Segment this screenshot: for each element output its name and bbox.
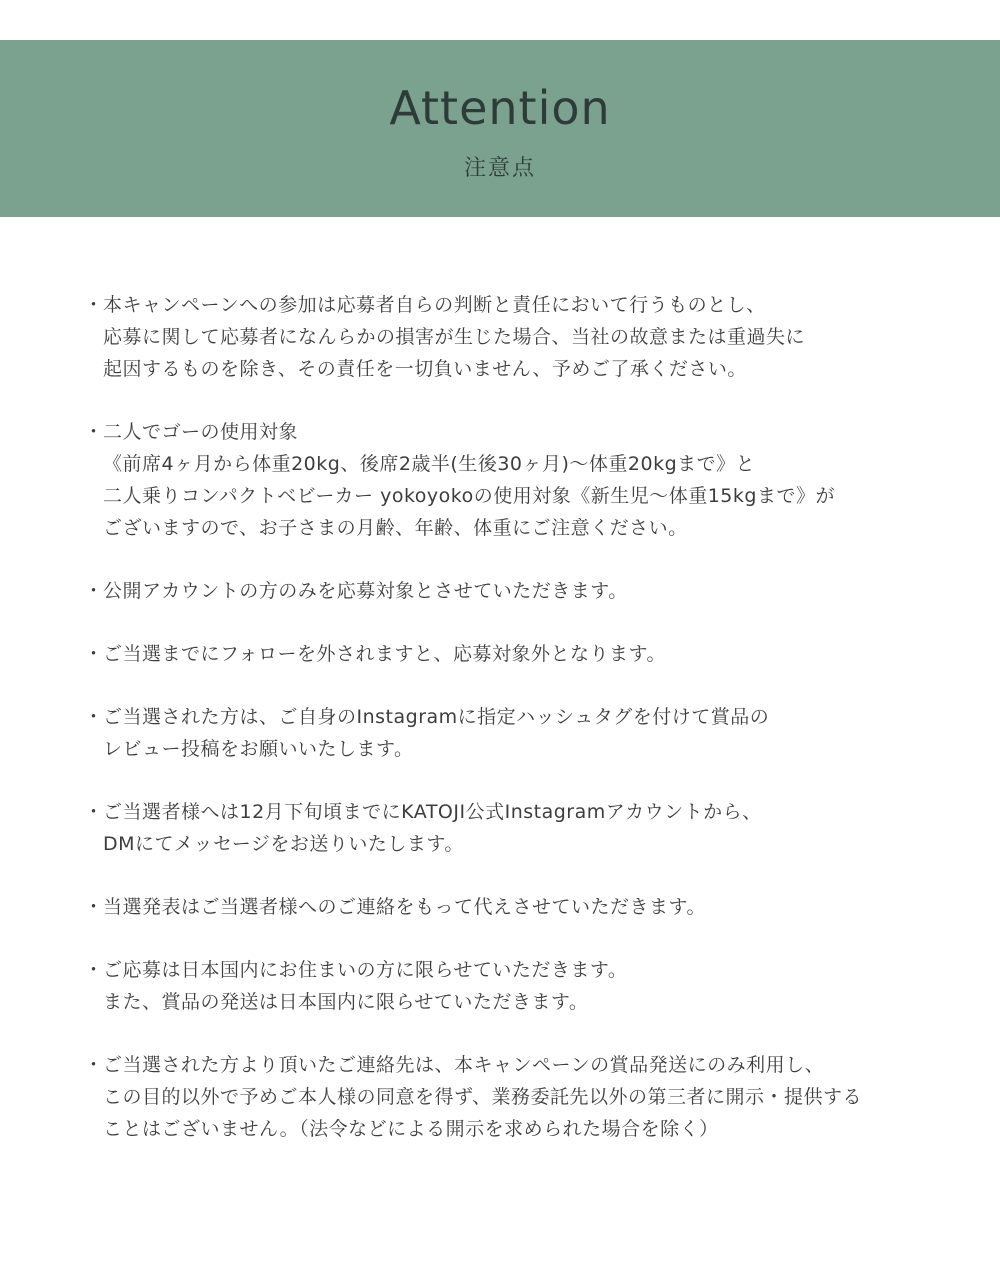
note-line: ご当選者様へは12月下旬頃までにKATOJI公式Instagramアカウントから、 bbox=[103, 801, 762, 823]
note-item bbox=[84, 891, 964, 923]
bullet-marker: ・ bbox=[84, 801, 104, 823]
note-line: 当選発表はご当選者様へのご連絡をもって代えさせていただきます。 bbox=[103, 896, 706, 918]
bullet-marker: ・ bbox=[84, 294, 104, 316]
note-item bbox=[84, 575, 964, 607]
note-item bbox=[84, 289, 964, 385]
note-line: 二人でゴーの使用対象 bbox=[103, 421, 299, 443]
note-line: 《前席4ヶ月から体重20kg、後席2歳半(生後30ヶ月)〜体重20kgまで》と bbox=[103, 453, 756, 475]
bullet-marker: ・ bbox=[84, 896, 104, 918]
note-item bbox=[84, 701, 964, 765]
bullet-marker: ・ bbox=[84, 706, 104, 728]
page-title: Attention bbox=[389, 81, 611, 135]
note-item bbox=[84, 954, 964, 1018]
note-item bbox=[84, 416, 964, 544]
bullet-marker: ・ bbox=[84, 643, 104, 665]
note-line: ご当選までにフォローを外されますと、応募対象外となります。 bbox=[103, 643, 667, 665]
note-line: ご当選された方より頂いたご連絡先は、本キャンペーンの賞品発送にのみ利用し、 bbox=[103, 1054, 825, 1076]
note-line: DMにてメッセージをお送りいたします。 bbox=[103, 833, 464, 855]
bullet-marker: ・ bbox=[84, 580, 104, 602]
bullet-marker: ・ bbox=[84, 959, 104, 981]
attention-header bbox=[0, 40, 1000, 217]
note-item bbox=[84, 1049, 964, 1145]
note-line: ご応募は日本国内にお住まいの方に限らせていただきます。 bbox=[103, 959, 628, 981]
note-line: 応募に関して応募者になんらかの損害が生じた場合、当社の故意または重過失に bbox=[103, 326, 806, 348]
note-line: また、賞品の発送は日本国内に限らせていただきます。 bbox=[103, 991, 589, 1013]
note-item bbox=[84, 638, 964, 670]
note-item bbox=[84, 796, 964, 860]
page-subtitle: 注意点 bbox=[463, 156, 536, 181]
notes-list bbox=[84, 289, 964, 1176]
note-line: レビュー投稿をお願いいたします。 bbox=[103, 738, 414, 760]
note-line: 起因するものを除き、その責任を一切負いません、予めご了承ください。 bbox=[103, 358, 747, 380]
note-line: この目的以外で予めご本人様の同意を得ず、業務委託先以外の第三者に開示・提供する bbox=[103, 1086, 862, 1108]
note-line: ことはございません。（法令などによる開示を求められた場合を除く） bbox=[103, 1118, 719, 1140]
bullet-marker: ・ bbox=[84, 1054, 104, 1076]
note-line: 二人乗りコンパクトベビーカー yokoyokoの使用対象《新生児〜体重15kgまで》が bbox=[103, 485, 835, 507]
bullet-marker: ・ bbox=[84, 421, 104, 443]
note-line: 公開アカウントの方のみを応募対象とさせていただきます。 bbox=[103, 580, 628, 602]
note-line: ございますので、お子さまの月齢、年齢、体重にご注意ください。 bbox=[103, 517, 688, 539]
note-line: ご当選された方は、ご自身のInstagramに指定ハッシュタグを付けて賞品の bbox=[103, 706, 770, 728]
note-line: 本キャンペーンへの参加は応募者自らの判断と責任において行うものとし、 bbox=[103, 294, 766, 316]
